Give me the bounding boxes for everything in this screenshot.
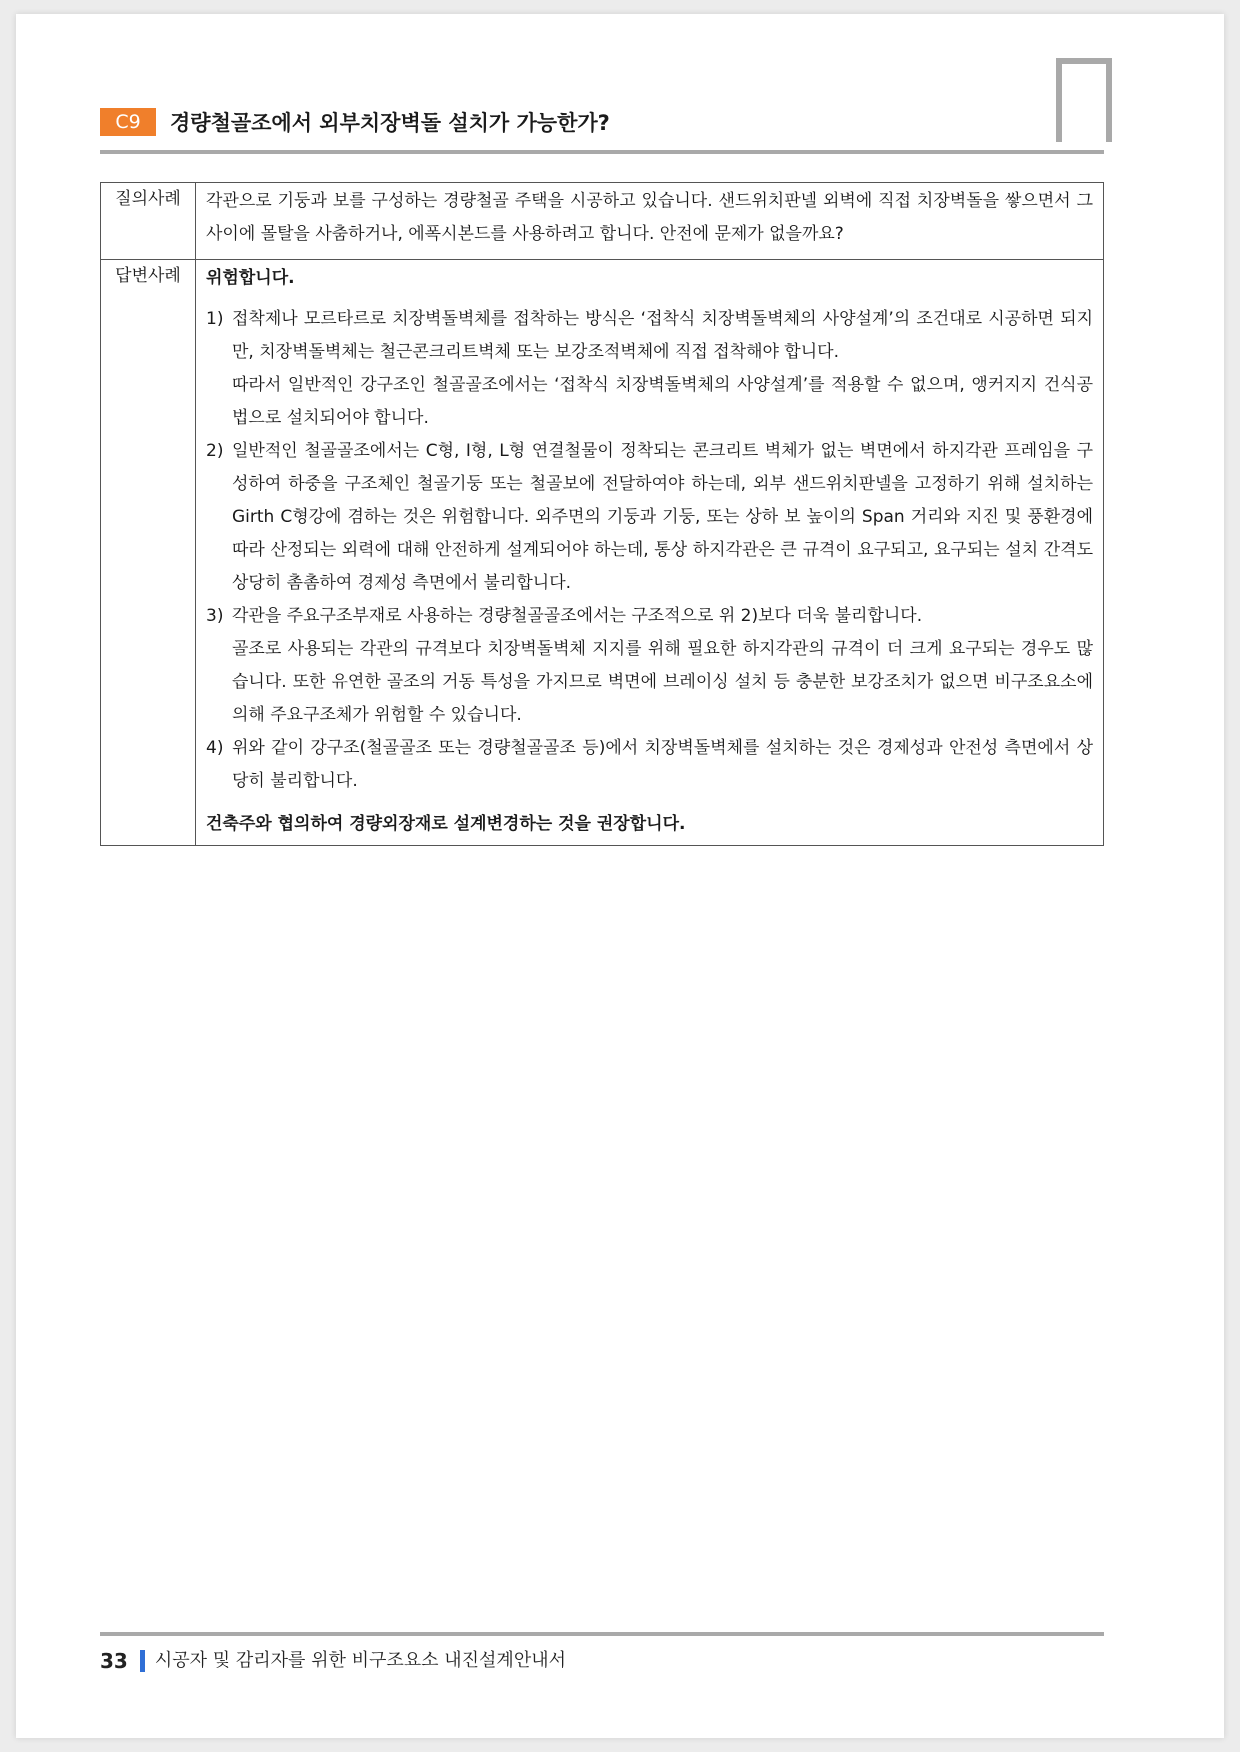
item-number: 2)	[206, 441, 224, 461]
answer-title: 위험합니다.	[206, 268, 295, 288]
section-title: 경량철골조에서 외부치장벽돌 설치가 가능한가?	[170, 111, 610, 135]
item-paragraph: 일반적인 철골골조에서는 C형, I형, L형 연결철물이 정착되는 콘크리트 벽체가 없는 벽면에서 하지각관 프레임을 구성하여 하중을 구조체인 철골기둥 또는 철골보에 전달하여야 하는데, 외부 샌드위치판넬을 고정하기 위해 설치하는 Girth C형강에 겸하는 것은 위험합니다. 외주면의 기둥과 기둥, 또는 상하 보 높이의 Span 거리와 지진 및 풍환경에 따라 산정되는 외력에 대해 안전하게 설계되어야 하는데, 통상 하지각관은 큰 규격이 요구되고, 요구되는 설치 간격도 상당히 촘촘하여 경제성 측면에서 불리합니다.	[232, 441, 1093, 593]
answer-item	[206, 600, 1093, 732]
item-paragraph: 각관을 주요구조부재로 사용하는 경량철골골조에서는 구조적으로 위 2)보다 더욱 불리합니다.	[232, 606, 923, 626]
page-number: 33	[100, 1649, 128, 1673]
footer-accent-bar	[140, 1650, 145, 1672]
answer-label: 답변사례	[101, 260, 196, 846]
question-label: 질의사례	[101, 183, 196, 260]
page-footer	[100, 1646, 566, 1676]
item-number: 1)	[206, 309, 224, 329]
item-paragraph: 접착제나 모르타르로 치장벽돌벽체를 접착하는 방식은 ‘접착식 치장벽돌벽체의 사양설계’의 조건대로 시공하면 되지만, 치장벽돌벽체는 철근콘크리트벽체 또는 보강조적벽체에 직접 접착해야 합니다.	[232, 309, 1093, 362]
answer-conclusion: 건축주와 협의하여 경량외장재로 설계변경하는 것을 권장합니다.	[206, 814, 686, 834]
answer-item	[206, 435, 1093, 600]
answer-row	[101, 260, 1104, 846]
answer-content	[196, 260, 1104, 846]
document-page	[16, 14, 1224, 1738]
section-header	[100, 108, 1104, 148]
item-number: 3)	[206, 606, 224, 626]
answer-item	[206, 732, 1093, 798]
item-paragraph: 위와 같이 강구조(철골골조 또는 경량철골골조 등)에서 치장벽돌벽체를 설치하는 것은 경제성과 안전성 측면에서 상당히 불리합니다.	[232, 738, 1093, 791]
section-badge: C9	[100, 108, 156, 136]
question-row	[101, 183, 1104, 260]
footer-divider	[100, 1632, 1104, 1636]
header-divider	[100, 150, 1104, 154]
question-text: 각관으로 기둥과 보를 구성하는 경량철골 주택을 시공하고 있습니다. 샌드위치판넬 외벽에 직접 치장벽돌을 쌓으면서 그 사이에 몰탈을 사춤하거나, 에폭시본드를 사용하려고 합니다. 안전에 문제가 없을까요?	[196, 183, 1104, 260]
item-paragraph: 골조로 사용되는 각관의 규격보다 치장벽돌벽체 지지를 위해 필요한 하지각관의 규격이 더 크게 요구되는 경우도 많습니다. 또한 유연한 골조의 거동 특성을 가지므로 벽면에 브레이싱 설치 등 충분한 보강조치가 없으면 비구조요소에 의해 주요구조체가 위험할 수 있습니다.	[232, 639, 1093, 725]
answer-item	[206, 303, 1093, 435]
footer-title: 시공자 및 감리자를 위한 비구조요소 내진설계안내서	[154, 1650, 566, 1671]
item-paragraph: 따라서 일반적인 강구조인 철골골조에서는 ‘접착식 치장벽돌벽체의 사양설계’를 적용할 수 없으며, 앵커지지 건식공법으로 설치되어야 합니다.	[232, 375, 1093, 428]
qa-table	[100, 182, 1104, 846]
item-number: 4)	[206, 738, 224, 758]
